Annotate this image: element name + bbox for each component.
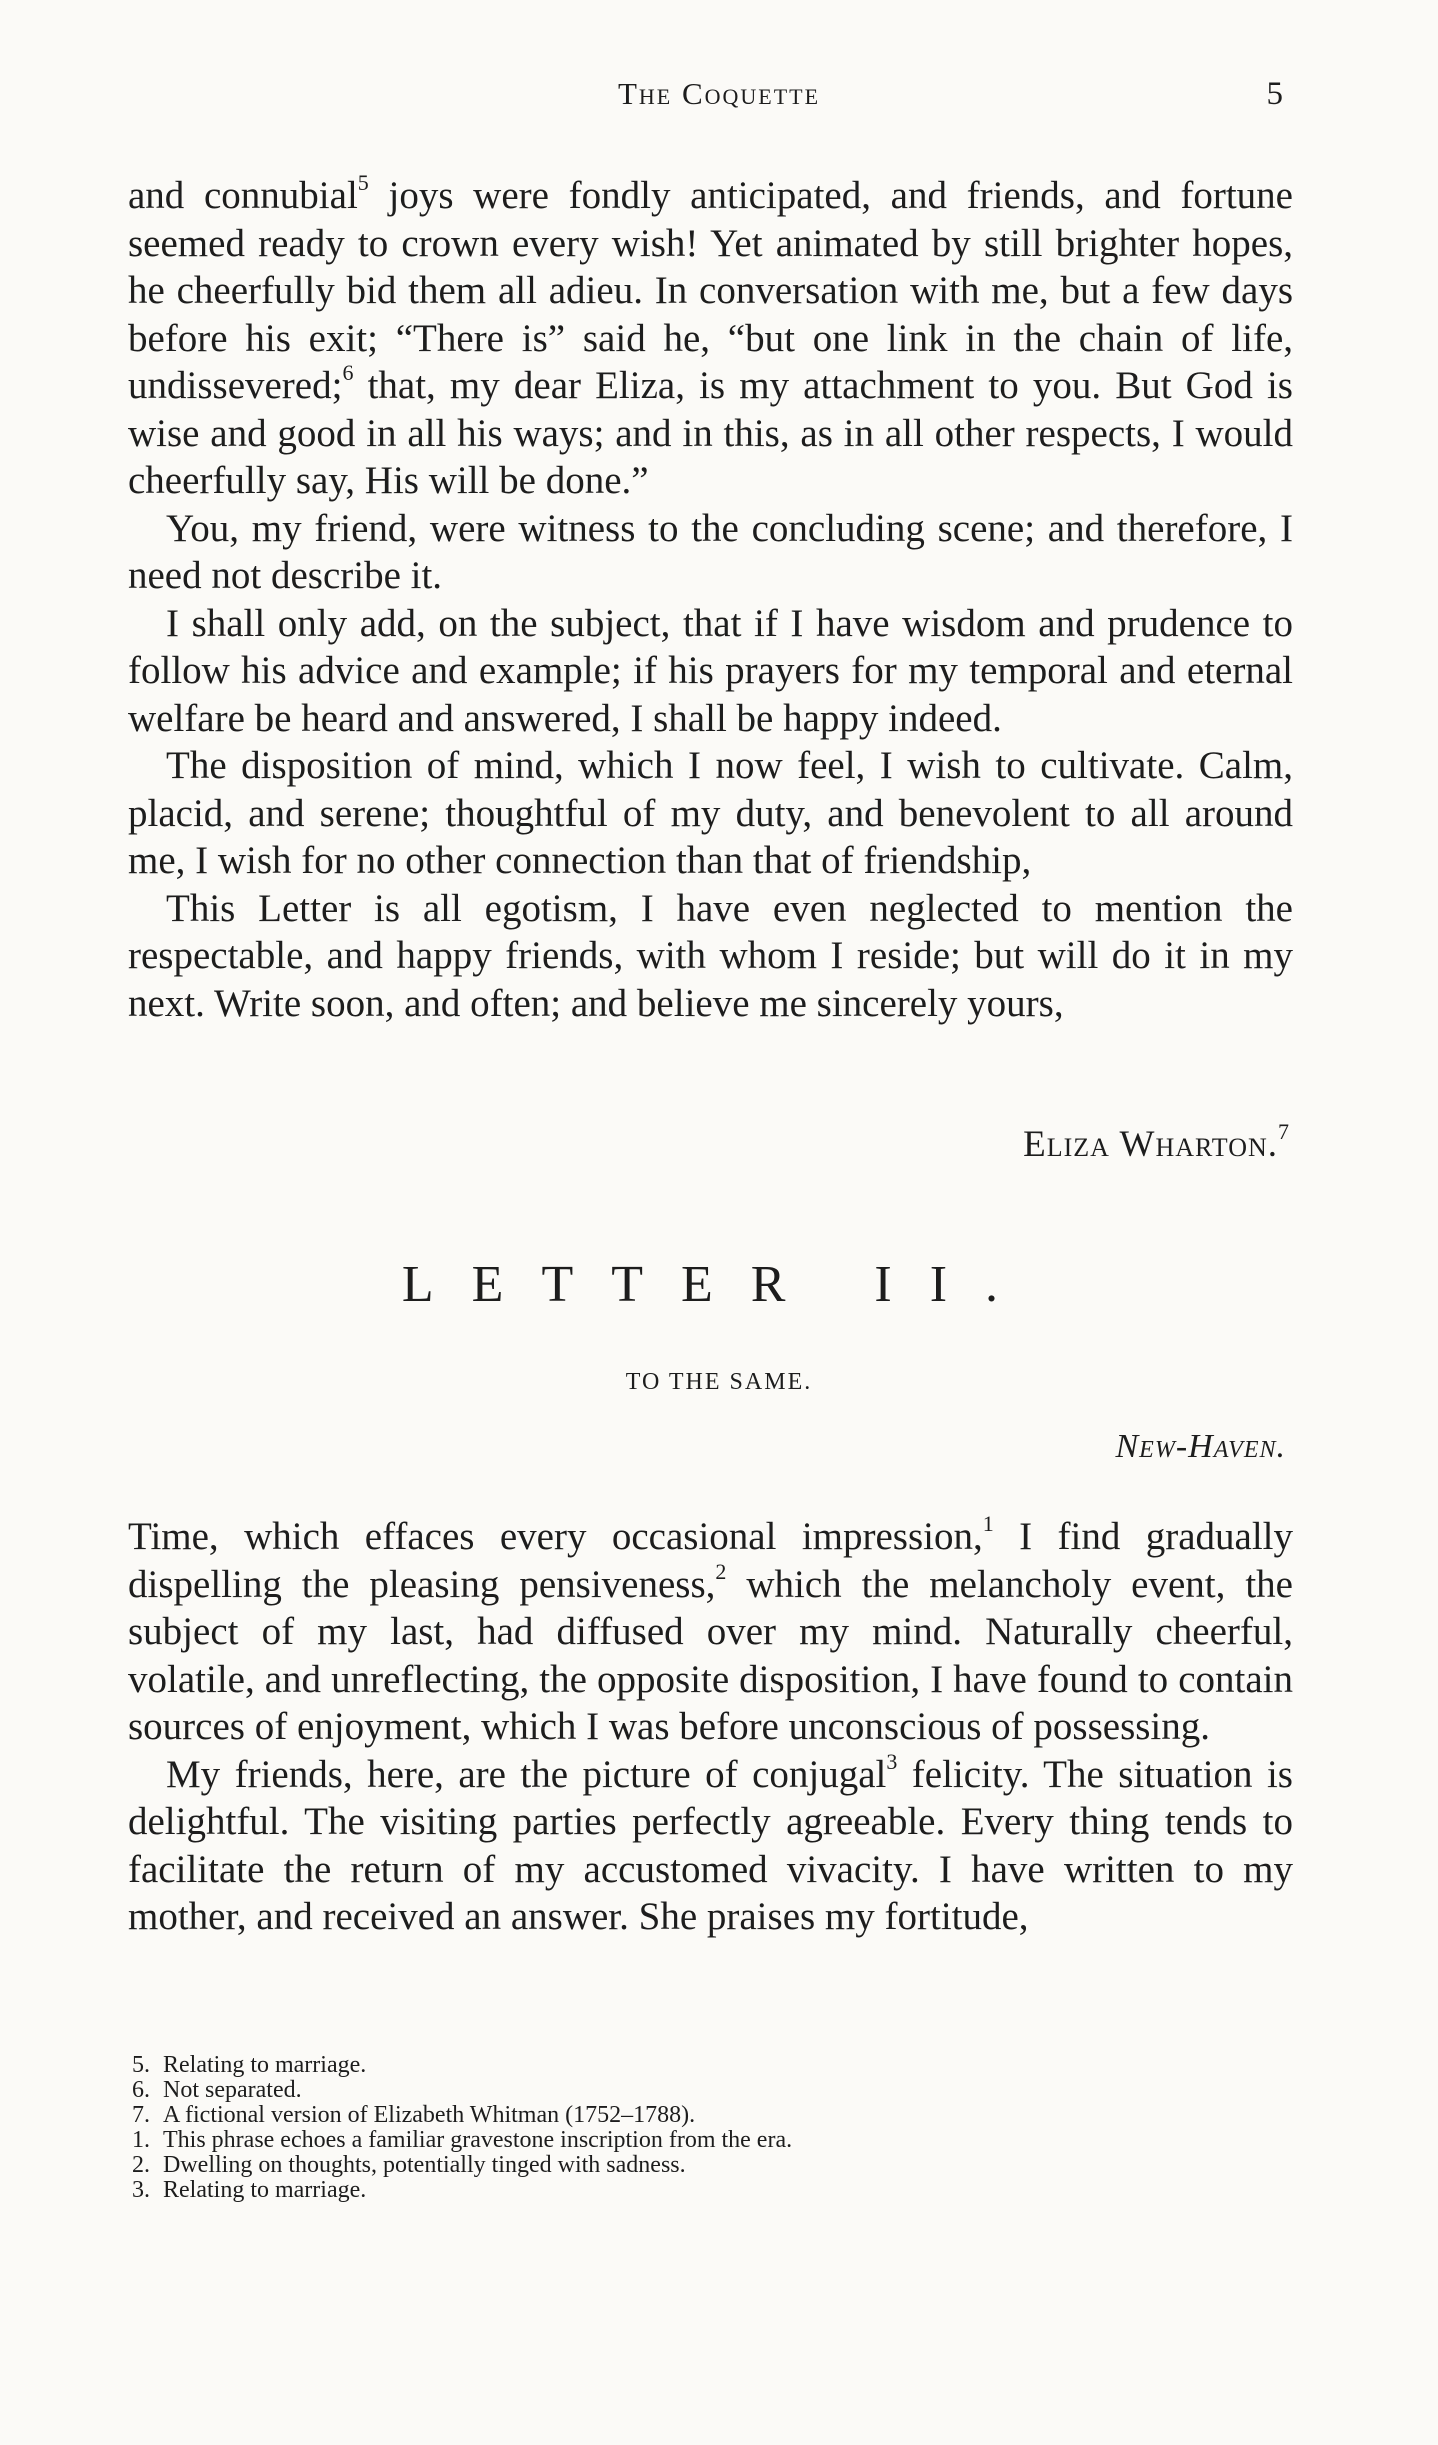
text-run: You, my friend, were witness to the concluding scene; and therefore, I need not describe it. [128, 506, 1293, 597]
footnote-number: 5. [132, 2052, 150, 2078]
footnote-number: 2. [132, 2152, 150, 2178]
text-run: that, my dear Eliza, is my attachment to you. But God is wise and good in all his ways; and in this, as in all other respects, I would cheerfully say, His will be done.” [128, 364, 1293, 502]
letter-addressee: TO THE SAME. [625, 1369, 813, 1395]
letter-place: New-Haven. [1115, 1428, 1286, 1465]
footnote-text: Relating to marriage. [163, 2177, 367, 2203]
footnote [132, 2153, 1292, 2178]
footnote-text: Dwelling on thoughts, potentially tinged with sadness. [163, 2152, 686, 2178]
footnote-number: 7. [132, 2102, 150, 2128]
footnotes [132, 2053, 1292, 2203]
continued-letter-text [128, 172, 1293, 1027]
text-run: Time, which effaces every occasional impression, [128, 1515, 983, 1558]
paragraph [128, 742, 1293, 885]
footnote-marker: 2 [715, 1558, 727, 1584]
footnote [132, 2178, 1292, 2203]
text-run: My friends, here, are the picture of conjugal [166, 1752, 887, 1796]
footnote-marker: 6 [342, 360, 354, 385]
text-run: The disposition of mind, which I now feel, I wish to cultivate. Calm, placid, and serene; thoughtful of my duty, and benevolent to all around me, I wish for no other connection than that of friendship, [128, 744, 1293, 882]
paragraph [128, 885, 1293, 1028]
signature [1023, 1118, 1290, 1166]
text-run: and connubial [128, 174, 358, 217]
footnote-text: A fictional version of Elizabeth Whitman (1752–1788). [163, 2102, 696, 2128]
text-run: felicity. The situation is delightful. The visiting parties perfectly agreeable. Every thing tends to facilitate the return of my accustomed vivacity. I have written to my mother, and received an answer. She praises my fortitude, [128, 1752, 1293, 1938]
footnote-marker: 1 [982, 1511, 994, 1536]
running-head [0, 76, 1438, 120]
footnote-text: Relating to marriage. [163, 2052, 367, 2078]
footnote-text: This phrase echoes a familiar gravestone inscription from the era. [163, 2127, 793, 2153]
footnote-number: 6. [132, 2077, 150, 2103]
paragraph [128, 505, 1293, 600]
footnote-marker: 3 [886, 1748, 898, 1774]
text-run: I shall only add, on the subject, that if I have wisdom and prudence to follow his advice and example; if his prayers for my temporal and eternal welfare be heard and answered, I shall be happy indeed. [128, 601, 1293, 740]
paragraph [128, 1748, 1293, 1941]
page-number: 5 [1266, 76, 1283, 112]
footnote-marker: 7 [1278, 1118, 1290, 1144]
footnote [132, 2128, 1292, 2153]
letter-heading: LETTER II. [401, 1256, 1037, 1313]
signature-name: Eliza Wharton. [1023, 1124, 1278, 1165]
letter-two-text [128, 1513, 1293, 1941]
text-run: This Letter is all egotism, I have even neglected to mention the respectable, and happy friends, with whom I reside; but will do it in my next. Write soon, and often; and believe me sincerely yours, [128, 886, 1293, 1025]
text-run: joys were fondly anticipated, and friends, and fortune seemed ready to crown every wish! Yet animated by still brighter hopes, he cheerfully bid them all adieu. In conversation with me, but a few days before his exit; “There is” said he, “but one link in the chain of life, undissevered; [128, 174, 1293, 407]
footnote-text: Not separated. [163, 2077, 302, 2103]
footnote-marker: 5 [357, 170, 369, 195]
paragraph [128, 1513, 1293, 1751]
text-run: which the melancholy event, the subject of my last, had diffused over my mind. Naturally cheerful, volatile, and unreflecting, the opposite disposition, I have found to contain sources of enjoyment, which I was before unconscious of possessing. [128, 1562, 1293, 1748]
text-run: I find gradually dispelling the pleasing pensiveness, [128, 1515, 1293, 1606]
paragraph [128, 600, 1293, 743]
paragraph [128, 172, 1293, 505]
footnote [132, 2103, 1292, 2128]
running-title: The Coquette [617, 76, 821, 111]
footnote-number: 3. [132, 2177, 150, 2203]
footnote [132, 2078, 1292, 2103]
footnote [132, 2053, 1292, 2078]
footnote-number: 1. [132, 2127, 150, 2153]
